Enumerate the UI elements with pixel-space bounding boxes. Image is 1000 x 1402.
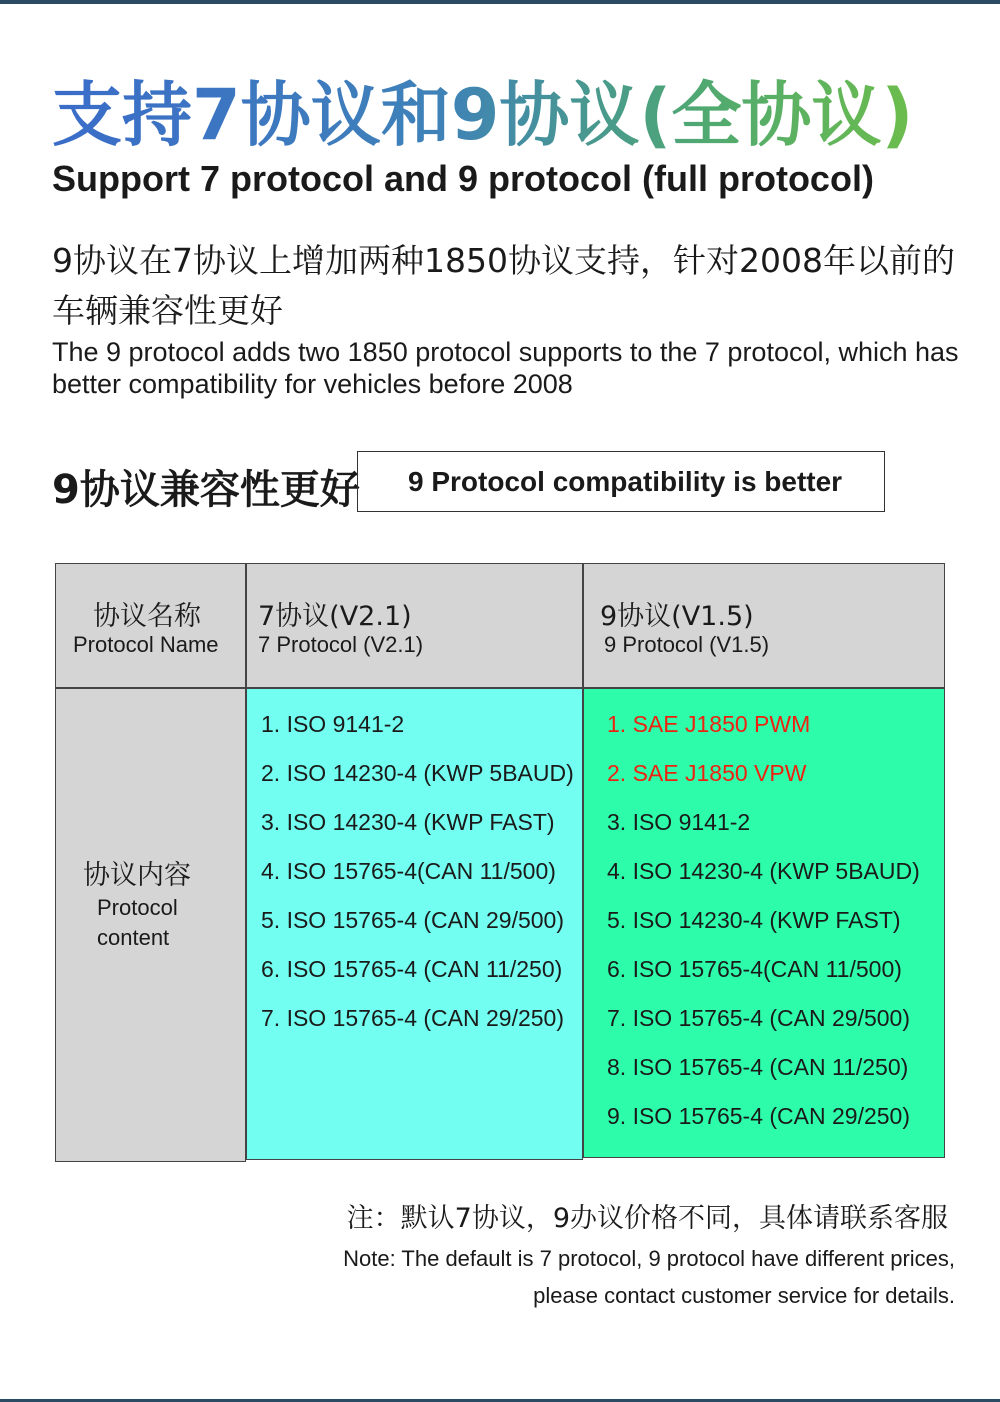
content-label-cell bbox=[55, 688, 246, 1162]
list-item: 9. ISO 15765-4 (CAN 29/250) bbox=[607, 1103, 910, 1129]
header-p9-cn: 9协议(V1.5) bbox=[600, 601, 754, 632]
content-label-en-2: content bbox=[97, 925, 170, 950]
note-en-line1: Note: The default is 7 protocol, 9 protocol have different prices, bbox=[343, 1246, 955, 1271]
header-protocol-9 bbox=[583, 563, 945, 688]
list-item: 6. ISO 15765-4(CAN 11/500) bbox=[607, 956, 902, 982]
description-cn: 9协议在7协议上增加两种1850协议支持，针对2008年以前的车辆兼容性更好 bbox=[52, 241, 955, 330]
list-item: 4. ISO 15765-4(CAN 11/500) bbox=[261, 858, 556, 884]
list-item: 1. ISO 9141-2 bbox=[261, 711, 405, 737]
page-title-cn: 支持7协议和9协议(全协议) bbox=[52, 74, 914, 156]
list-item: 3. ISO 9141-2 bbox=[607, 809, 751, 835]
note-en bbox=[343, 1240, 955, 1314]
content-label-cn: 协议内容 bbox=[83, 860, 191, 891]
list-item-highlight: 1. SAE J1850 PWM bbox=[607, 711, 811, 737]
list-item: 7. ISO 15765-4 (CAN 29/250) bbox=[261, 1005, 564, 1031]
list-item: 5. ISO 15765-4 (CAN 29/500) bbox=[261, 907, 564, 933]
header-protocol-name bbox=[55, 563, 246, 688]
list-item: 7. ISO 15765-4 (CAN 29/500) bbox=[607, 1005, 910, 1031]
header-protocol-7 bbox=[246, 563, 583, 688]
list-item: 3. ISO 14230-4 (KWP FAST) bbox=[261, 809, 555, 835]
page-title-en: Support 7 protocol and 9 protocol (full protocol) bbox=[52, 158, 874, 199]
list-item: 8. ISO 15765-4 (CAN 11/250) bbox=[607, 1054, 909, 1080]
header-p7-en: 7 Protocol (V2.1) bbox=[258, 632, 424, 657]
header-p9-en: 9 Protocol (V1.5) bbox=[604, 632, 770, 657]
subheading-en: 9 Protocol compatibility is better bbox=[408, 465, 843, 497]
header-name-en: Protocol Name bbox=[73, 632, 219, 657]
list-item: 6. ISO 15765-4 (CAN 11/250) bbox=[261, 956, 563, 982]
protocol-7-list-cell bbox=[246, 688, 583, 1160]
list-item-highlight: 2. SAE J1850 VPW bbox=[607, 760, 807, 786]
list-item: 2. ISO 14230-4 (KWP 5BAUD) bbox=[261, 760, 574, 786]
note-en-line2: please contact customer service for details. bbox=[533, 1283, 955, 1308]
protocol-9-list-cell bbox=[583, 688, 945, 1158]
header-name-cn: 协议名称 bbox=[93, 601, 201, 632]
list-item: 4. ISO 14230-4 (KWP 5BAUD) bbox=[607, 858, 920, 884]
list-item: 5. ISO 14230-4 (KWP FAST) bbox=[607, 907, 901, 933]
description-en: The 9 protocol adds two 1850 protocol supports to the 7 protocol, which has better compatibility for vehicles before 2008 bbox=[52, 337, 959, 399]
header-p7-cn: 7协议(V2.1) bbox=[258, 601, 412, 632]
note-cn: 注：默认7协议，9办议价格不同，具体请联系客服 bbox=[346, 1203, 948, 1234]
subheading-cn: 9协议兼容性更好 bbox=[52, 467, 360, 513]
subheading-en-box bbox=[357, 451, 885, 512]
content-label-en-1: Protocol bbox=[97, 895, 178, 920]
top-divider bbox=[0, 0, 1000, 4]
